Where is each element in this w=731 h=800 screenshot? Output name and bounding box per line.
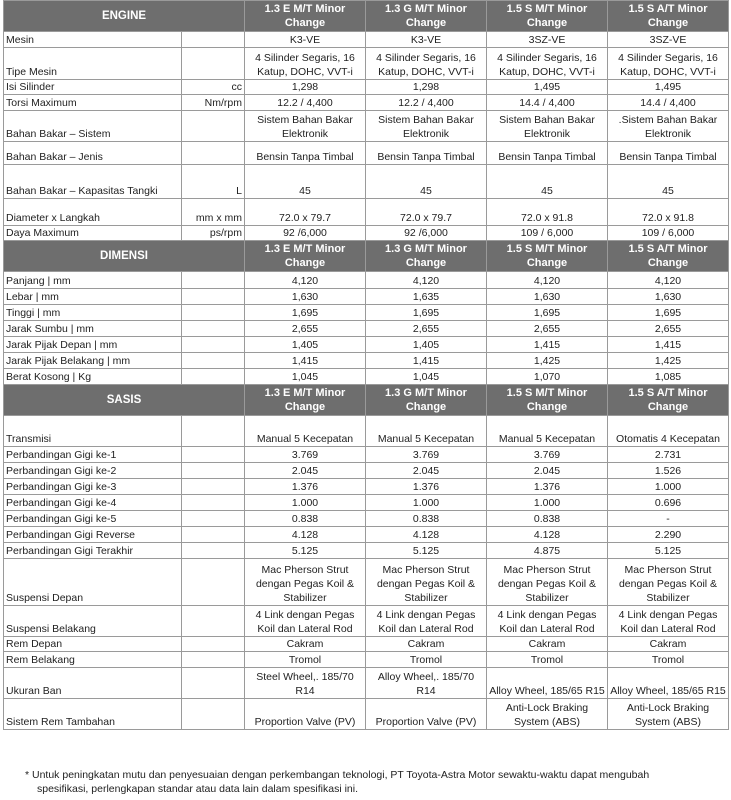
spec-value: 4.128 [245, 527, 366, 543]
spec-value: 3.769 [245, 447, 366, 463]
spec-value: 1,298 [366, 80, 487, 95]
spec-value: 1.376 [245, 479, 366, 495]
spec-value: 2.045 [366, 463, 487, 479]
spec-value: 0.838 [487, 511, 608, 527]
spec-value: Cakram [245, 637, 366, 652]
spec-unit [182, 337, 245, 353]
spec-value: 1,415 [245, 353, 366, 369]
spec-value: 2,655 [487, 321, 608, 337]
spec-unit: ps/rpm [182, 226, 245, 241]
spec-value: 109 / 6,000 [487, 226, 608, 241]
spec-row [4, 463, 729, 479]
spec-value: 1.526 [608, 463, 729, 479]
spec-unit: mm x mm [182, 199, 245, 226]
spec-value: 1,298 [245, 80, 366, 95]
spec-value: 72.0 x 91.8 [487, 199, 608, 226]
spec-value: 1,695 [608, 305, 729, 321]
spec-row [4, 305, 729, 321]
spec-unit [182, 111, 245, 142]
spec-value: 1,695 [487, 305, 608, 321]
spec-value: 92 /6,000 [366, 226, 487, 241]
spec-value: 45 [245, 165, 366, 199]
spec-value: 2.045 [487, 463, 608, 479]
spec-row [4, 95, 729, 111]
spec-row [4, 447, 729, 463]
spec-value: 4 Link dengan Pegas Koil dan Lateral Rod [366, 606, 487, 637]
spec-value: 1.000 [608, 479, 729, 495]
spec-value: 1,045 [366, 369, 487, 385]
spec-value: 1,495 [608, 80, 729, 95]
variant-header: 1.3 E M/T Minor Change [245, 241, 366, 272]
spec-value: 2.045 [245, 463, 366, 479]
spec-label: Jarak Pijak Belakang | mm [4, 353, 182, 369]
variant-header: 1.3 E M/T Minor Change [245, 1, 366, 32]
spec-value: 12.2 / 4,400 [245, 95, 366, 111]
spec-unit [182, 32, 245, 48]
spec-value: 4 Link dengan Pegas Koil dan Lateral Rod [608, 606, 729, 637]
spec-value: Anti-Lock Braking System (ABS) [487, 699, 608, 730]
spec-value: 1,635 [366, 289, 487, 305]
spec-value: Otomatis 4 Kecepatan [608, 416, 729, 447]
spec-value: 92 /6,000 [245, 226, 366, 241]
spec-label: Perbandingan Gigi ke-4 [4, 495, 182, 511]
spec-value: Mac Pherson Strut dengan Pegas Koil & Stabilizer [487, 559, 608, 606]
spec-value: 4.875 [487, 543, 608, 559]
spec-row [4, 272, 729, 289]
spec-value: 45 [487, 165, 608, 199]
spec-label: Suspensi Belakang [4, 606, 182, 637]
spec-row [4, 80, 729, 95]
spec-value: 4,120 [487, 272, 608, 289]
spec-label: Rem Belakang [4, 652, 182, 668]
variant-header: 1.3 E M/T Minor Change [245, 385, 366, 416]
spec-value: 2.290 [608, 527, 729, 543]
spec-row [4, 226, 729, 241]
variant-header: 1.5 S M/T Minor Change [487, 1, 608, 32]
spec-row [4, 48, 729, 80]
spec-row [4, 606, 729, 637]
spec-value: 0.838 [366, 511, 487, 527]
spec-row [4, 111, 729, 142]
spec-unit [182, 559, 245, 606]
spec-value: Alloy Wheel, 185/65 R15 [608, 668, 729, 699]
footnote-line-2: spesifikasi, perlengkapan standar atau data lain dalam spesifikasi ini. [37, 783, 359, 795]
spec-value: 1,415 [366, 353, 487, 369]
spec-label: Ukuran Ban [4, 668, 182, 699]
spec-value: 4 Silinder Segaris, 16 Katup, DOHC, VVT-i [487, 48, 608, 80]
spec-value: Bensin Tanpa Timbal [245, 142, 366, 165]
spec-value: .Sistem Bahan Bakar Elektronik [608, 111, 729, 142]
spec-row [4, 527, 729, 543]
spec-label: Tipe Mesin [4, 48, 182, 80]
spec-value: 14.4 / 4,400 [608, 95, 729, 111]
spec-unit [182, 305, 245, 321]
footnote [25, 768, 725, 796]
spec-unit [182, 142, 245, 165]
spec-label: Jarak Pijak Depan | mm [4, 337, 182, 353]
variant-header: 1.5 S M/T Minor Change [487, 241, 608, 272]
spec-value: 1,405 [245, 337, 366, 353]
spec-value: Mac Pherson Strut dengan Pegas Koil & Stabilizer [245, 559, 366, 606]
spec-row [4, 637, 729, 652]
spec-value: Tromol [366, 652, 487, 668]
variant-header: 1.3 G M/T Minor Change [366, 385, 487, 416]
spec-row [4, 652, 729, 668]
spec-unit [182, 353, 245, 369]
spec-value: 1,415 [487, 337, 608, 353]
spec-value: Cakram [487, 637, 608, 652]
spec-row [4, 142, 729, 165]
spec-value: 1,695 [245, 305, 366, 321]
spec-value: 1,045 [245, 369, 366, 385]
spec-value: 1,630 [245, 289, 366, 305]
spec-unit [182, 479, 245, 495]
spec-value: 4,120 [366, 272, 487, 289]
spec-value: 72.0 x 79.7 [245, 199, 366, 226]
spec-unit [182, 511, 245, 527]
spec-value: 45 [608, 165, 729, 199]
spec-unit: Nm/rpm [182, 95, 245, 111]
spec-unit [182, 447, 245, 463]
spec-unit [182, 652, 245, 668]
spec-label: Bahan Bakar – Sistem [4, 111, 182, 142]
spec-unit [182, 668, 245, 699]
spec-value: 72.0 x 91.8 [608, 199, 729, 226]
spec-value: Cakram [366, 637, 487, 652]
spec-value: Tromol [245, 652, 366, 668]
spec-value: 1,070 [487, 369, 608, 385]
footnote-line-1: * Untuk peningkatan mutu dan penyesuaian dengan perkembangan teknologi, PT Toyota-Astra Motor sewaktu-waktu dapat mengubah [25, 769, 650, 781]
spec-row [4, 495, 729, 511]
spec-value: 4 Link dengan Pegas Koil dan Lateral Rod [245, 606, 366, 637]
spec-value: Manual 5 Kecepatan [366, 416, 487, 447]
spec-value: 1,495 [487, 80, 608, 95]
spec-sheet [3, 0, 728, 795]
spec-row [4, 337, 729, 353]
spec-value: K3-VE [366, 32, 487, 48]
spec-value: 1,415 [608, 337, 729, 353]
section-header-row [4, 385, 729, 416]
spec-value: 4,120 [608, 272, 729, 289]
spec-unit [182, 48, 245, 80]
spec-value: 1.376 [366, 479, 487, 495]
spec-value: Bensin Tanpa Timbal [487, 142, 608, 165]
spec-row [4, 165, 729, 199]
spec-row [4, 32, 729, 48]
spec-value: Tromol [487, 652, 608, 668]
spec-value: 4 Silinder Segaris, 16 Katup, DOHC, VVT-i [608, 48, 729, 80]
spec-unit [182, 289, 245, 305]
spec-value: Anti-Lock Braking System (ABS) [608, 699, 729, 730]
section-title: DIMENSI [4, 241, 245, 272]
spec-unit [182, 637, 245, 652]
spec-value: Manual 5 Kecepatan [245, 416, 366, 447]
spec-value: 1,405 [366, 337, 487, 353]
spec-value: 4 Silinder Segaris, 16 Katup, DOHC, VVT-i [366, 48, 487, 80]
spec-value: 1,425 [608, 353, 729, 369]
spec-label: Daya Maximum [4, 226, 182, 241]
spec-label: Isi Silinder [4, 80, 182, 95]
spec-label: Rem Depan [4, 637, 182, 652]
spec-value: 0.696 [608, 495, 729, 511]
spec-value: - [608, 511, 729, 527]
spec-value: 3.769 [487, 447, 608, 463]
spec-unit: L [182, 165, 245, 199]
spec-value: 2.731 [608, 447, 729, 463]
spec-row [4, 668, 729, 699]
spec-label: Suspensi Depan [4, 559, 182, 606]
spec-value: Cakram [608, 637, 729, 652]
spec-value: 14.4 / 4,400 [487, 95, 608, 111]
spec-unit: cc [182, 80, 245, 95]
spec-label: Perbandingan Gigi ke-5 [4, 511, 182, 527]
spec-row [4, 559, 729, 606]
spec-unit [182, 416, 245, 447]
variant-header: 1.5 S M/T Minor Change [487, 385, 608, 416]
spec-value: Proportion Valve (PV) [245, 699, 366, 730]
spec-row [4, 416, 729, 447]
spec-value: 1,425 [487, 353, 608, 369]
spec-value: 3SZ-VE [487, 32, 608, 48]
spec-value: 4 Link dengan Pegas Koil dan Lateral Rod [487, 606, 608, 637]
spec-value: Mac Pherson Strut dengan Pegas Koil & Stabilizer [608, 559, 729, 606]
spec-value: Steel Wheel,. 185/70 R14 [245, 668, 366, 699]
section-header-row [4, 241, 729, 272]
variant-header: 1.3 G M/T Minor Change [366, 1, 487, 32]
spec-row [4, 543, 729, 559]
spec-label: Diameter x Langkah [4, 199, 182, 226]
spec-value: 4.128 [366, 527, 487, 543]
spec-unit [182, 699, 245, 730]
section-title: SASIS [4, 385, 245, 416]
spec-row [4, 511, 729, 527]
spec-value: 3.769 [366, 447, 487, 463]
spec-label: Tinggi | mm [4, 305, 182, 321]
spec-value: Sistem Bahan Bakar Elektronik [487, 111, 608, 142]
spec-row [4, 321, 729, 337]
spec-label: Perbandingan Gigi Reverse [4, 527, 182, 543]
spec-value: 4.128 [487, 527, 608, 543]
spec-label: Panjang | mm [4, 272, 182, 289]
spec-label: Bahan Bakar – Jenis [4, 142, 182, 165]
spec-value: Bensin Tanpa Timbal [608, 142, 729, 165]
spec-unit [182, 463, 245, 479]
spec-value: 72.0 x 79.7 [366, 199, 487, 226]
spec-value: Sistem Bahan Bakar Elektronik [245, 111, 366, 142]
spec-unit [182, 369, 245, 385]
spec-value: Alloy Wheel,. 185/70 R14 [366, 668, 487, 699]
spec-label: Perbandingan Gigi ke-1 [4, 447, 182, 463]
spec-value: 2,655 [245, 321, 366, 337]
spec-unit [182, 606, 245, 637]
variant-header: 1.5 S A/T Minor Change [608, 385, 729, 416]
spec-row [4, 353, 729, 369]
spec-row [4, 699, 729, 730]
spec-value: 1,695 [366, 305, 487, 321]
spec-value: K3-VE [245, 32, 366, 48]
spec-value: 0.838 [245, 511, 366, 527]
spec-unit [182, 495, 245, 511]
section-title: ENGINE [4, 1, 245, 32]
spec-value: 4,120 [245, 272, 366, 289]
spec-value: 2,655 [608, 321, 729, 337]
section-header-row [4, 1, 729, 32]
spec-label: Lebar | mm [4, 289, 182, 305]
spec-unit [182, 272, 245, 289]
spec-value: 3SZ-VE [608, 32, 729, 48]
spec-label: Perbandingan Gigi Terakhir [4, 543, 182, 559]
spec-value: 1,085 [608, 369, 729, 385]
spec-value: 12.2 / 4,400 [366, 95, 487, 111]
spec-value: 1,630 [487, 289, 608, 305]
spec-label: Transmisi [4, 416, 182, 447]
spec-value: Tromol [608, 652, 729, 668]
spec-value: 5.125 [608, 543, 729, 559]
spec-value: 1.000 [487, 495, 608, 511]
spec-label: Sistem Rem Tambahan [4, 699, 182, 730]
specification-table [3, 0, 729, 730]
spec-value: 109 / 6,000 [608, 226, 729, 241]
spec-label: Torsi Maximum [4, 95, 182, 111]
spec-label: Perbandingan Gigi ke-3 [4, 479, 182, 495]
spec-value: 1.000 [245, 495, 366, 511]
variant-header: 1.5 S A/T Minor Change [608, 241, 729, 272]
spec-label: Bahan Bakar – Kapasitas Tangki [4, 165, 182, 199]
spec-value: Alloy Wheel, 185/65 R15 [487, 668, 608, 699]
spec-row [4, 289, 729, 305]
spec-value: 5.125 [366, 543, 487, 559]
spec-value: 1.000 [366, 495, 487, 511]
spec-unit [182, 527, 245, 543]
spec-value: 4 Silinder Segaris, 16 Katup, DOHC, VVT-i [245, 48, 366, 80]
spec-value: Manual 5 Kecepatan [487, 416, 608, 447]
variant-header: 1.3 G M/T Minor Change [366, 241, 487, 272]
variant-header: 1.5 S A/T Minor Change [608, 1, 729, 32]
spec-value: 1,630 [608, 289, 729, 305]
spec-label: Jarak Sumbu | mm [4, 321, 182, 337]
spec-value: Proportion Valve (PV) [366, 699, 487, 730]
spec-label: Perbandingan Gigi ke-2 [4, 463, 182, 479]
spec-row [4, 479, 729, 495]
spec-value: 1.376 [487, 479, 608, 495]
spec-value: 2,655 [366, 321, 487, 337]
spec-value: Mac Pherson Strut dengan Pegas Koil & Stabilizer [366, 559, 487, 606]
spec-value: 5.125 [245, 543, 366, 559]
spec-row [4, 369, 729, 385]
spec-label: Berat Kosong | Kg [4, 369, 182, 385]
spec-unit [182, 543, 245, 559]
spec-value: Bensin Tanpa Timbal [366, 142, 487, 165]
spec-label: Mesin [4, 32, 182, 48]
spec-unit [182, 321, 245, 337]
spec-value: 45 [366, 165, 487, 199]
spec-value: Sistem Bahan Bakar Elektronik [366, 111, 487, 142]
spec-row [4, 199, 729, 226]
